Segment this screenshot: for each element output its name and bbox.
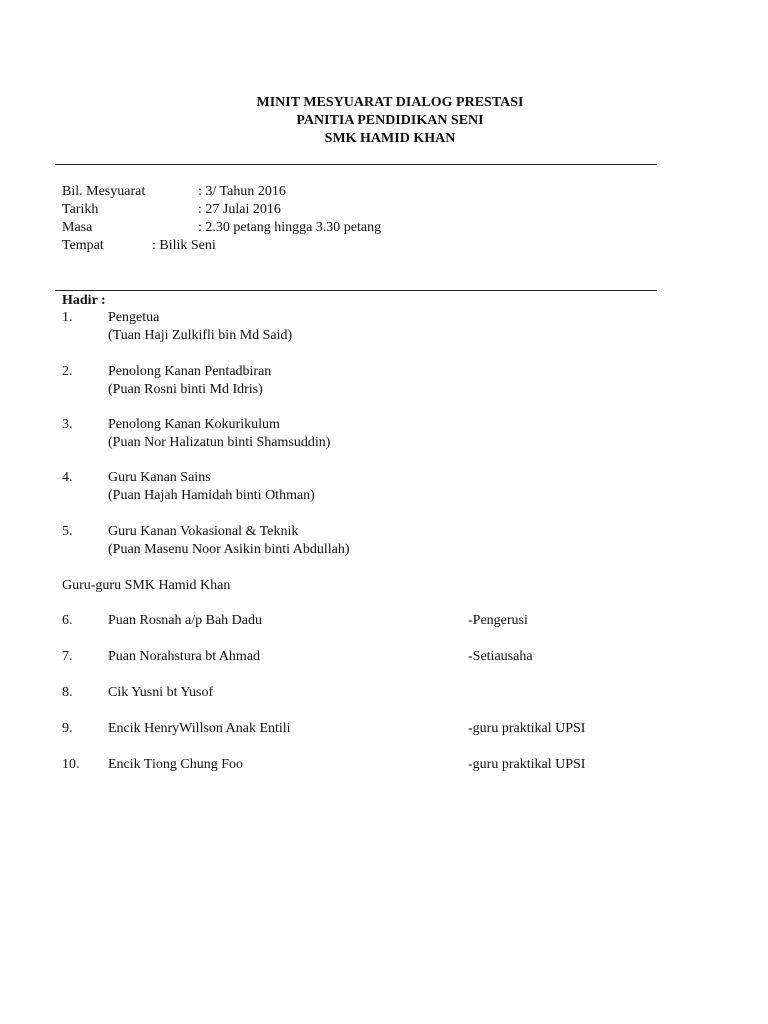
teacher-name: Puan Rosnah a/p Bah Dadu [108, 613, 262, 628]
teacher-role: -guru praktikal UPSI [468, 721, 586, 736]
meta-divider [55, 290, 657, 291]
attendee-title: Guru Kanan Sains [108, 470, 211, 485]
teacher-role: -Setiausaha [468, 649, 533, 664]
meta-value-bil: : 3/ Tahun 2016 [198, 184, 286, 199]
teacher-name: Puan Norahstura bt Ahmad [108, 649, 261, 664]
teacher-number: 6. [62, 613, 73, 628]
attendee-name: (Puan Rosni binti Md Idris) [108, 382, 263, 397]
attendee-title: Penolong Kanan Pentadbiran [108, 364, 272, 379]
meta-value-tarikh: : 27 Julai 2016 [198, 202, 281, 217]
attendee-title: Penolong Kanan Kokurikulum [108, 417, 280, 432]
meta-value-tempat: : Bilik Seni [152, 238, 216, 253]
attendee-name: (Puan Masenu Noor Asikin binti Abdullah) [108, 542, 350, 557]
teacher-name: Cik Yusni bt Yusof [108, 685, 214, 700]
header-divider [55, 164, 657, 165]
teacher-number: 10. [62, 757, 80, 772]
meta-value-masa: : 2.30 petang hingga 3.30 petang [198, 220, 382, 235]
hadir-label: Hadir : [62, 293, 106, 308]
attendee-number: 2. [62, 364, 73, 379]
document-subtitle-panitia: PANITIA PENDIDIKAN SENI [296, 113, 484, 128]
meta-label-tarikh: Tarikh [62, 202, 99, 217]
teacher-number: 9. [62, 721, 73, 736]
attendee-title: Guru Kanan Vokasional & Teknik [108, 524, 299, 539]
teacher-role: -Pengerusi [468, 613, 528, 628]
attendee-number: 4. [62, 470, 73, 485]
attendee-name: (Puan Nor Halizatun binti Shamsuddin) [108, 435, 331, 450]
teachers-heading: Guru-guru SMK Hamid Khan [62, 578, 231, 593]
attendee-number: 5. [62, 524, 73, 539]
attendee-name: (Tuan Haji Zulkifli bin Md Said) [108, 328, 293, 343]
document-subtitle-school: SMK HAMID KHAN [324, 131, 456, 146]
attendee-number: 3. [62, 417, 73, 432]
attendee-number: 1. [62, 310, 73, 325]
meta-label-masa: Masa [62, 220, 93, 235]
teacher-name: Encik Tiong Chung Foo [108, 757, 243, 772]
teacher-name: Encik HenryWillson Anak Entili [108, 721, 291, 736]
teacher-number: 7. [62, 649, 73, 664]
meta-label-bil: Bil. Mesyuarat [62, 184, 146, 199]
teacher-number: 8. [62, 685, 73, 700]
meta-label-tempat: Tempat [62, 238, 104, 253]
attendee-title: Pengetua [108, 310, 160, 325]
teacher-role: -guru praktikal UPSI [468, 757, 586, 772]
document-title: MINIT MESYUARAT DIALOG PRESTASI [256, 95, 524, 110]
attendee-name: (Puan Hajah Hamidah binti Othman) [108, 488, 315, 503]
